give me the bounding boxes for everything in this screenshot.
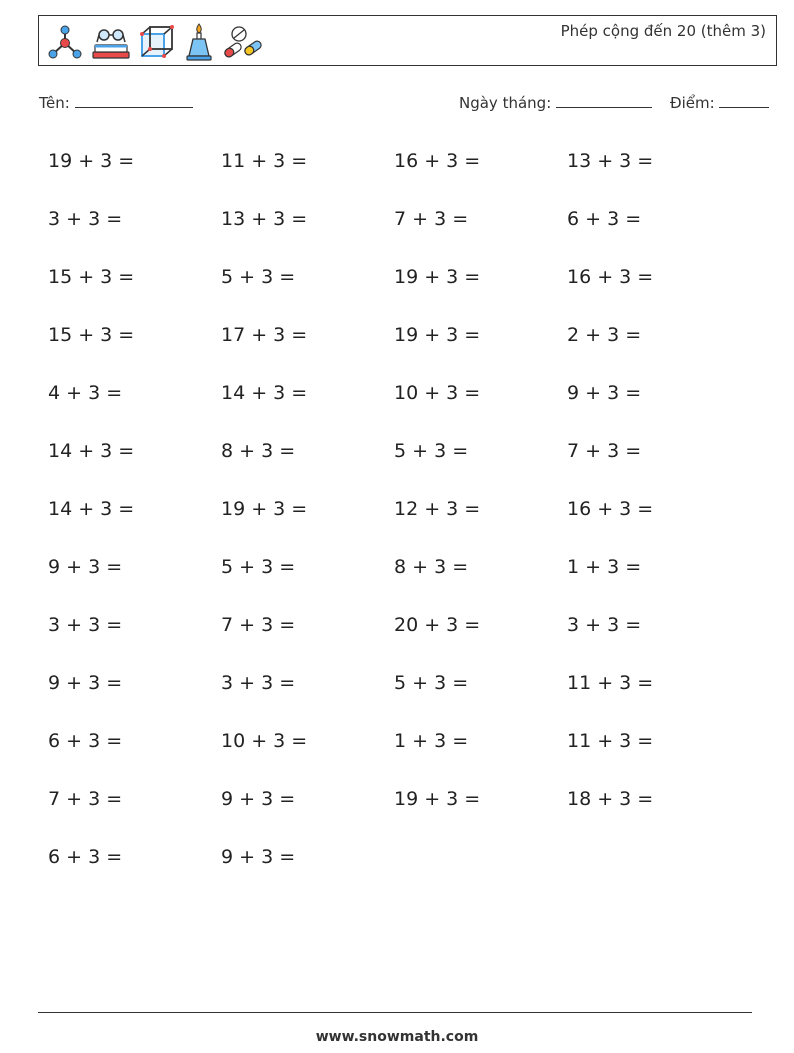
problem-item: 20 + 3 = [394, 614, 481, 636]
worksheet-title: Phép cộng đến 20 (thêm 3) [560, 22, 766, 40]
problem-item: 9 + 3 = [221, 788, 296, 810]
problem-item: 15 + 3 = [48, 324, 135, 346]
name-field [39, 93, 193, 112]
score-label: Điểm: [670, 94, 715, 112]
problem-item: 7 + 3 = [394, 208, 469, 230]
date-label: Ngày tháng: [459, 94, 552, 112]
problem-item: 9 + 3 = [221, 846, 296, 868]
problem-item: 5 + 3 = [394, 440, 469, 462]
cube-icon [137, 22, 177, 62]
books-glasses-icon [89, 22, 133, 62]
name-label: Tên: [39, 94, 70, 112]
problem-item: 5 + 3 = [394, 672, 469, 694]
footer-divider [38, 1012, 752, 1013]
problem-item: 9 + 3 = [48, 672, 123, 694]
problem-item: 13 + 3 = [221, 208, 308, 230]
problem-item: 12 + 3 = [394, 498, 481, 520]
problem-item: 3 + 3 = [567, 614, 642, 636]
problem-item: 14 + 3 = [48, 498, 135, 520]
problem-item: 9 + 3 = [567, 382, 642, 404]
problem-item: 19 + 3 = [394, 266, 481, 288]
problem-item: 8 + 3 = [221, 440, 296, 462]
problem-item: 19 + 3 = [394, 788, 481, 810]
problem-item: 19 + 3 = [48, 150, 135, 172]
problem-item: 1 + 3 = [394, 730, 469, 752]
molecule-icon [45, 22, 85, 62]
problem-item: 14 + 3 = [221, 382, 308, 404]
problem-item: 10 + 3 = [221, 730, 308, 752]
worksheet-header [38, 15, 777, 66]
problem-item: 15 + 3 = [48, 266, 135, 288]
problem-item: 19 + 3 = [394, 324, 481, 346]
problem-item: 2 + 3 = [567, 324, 642, 346]
problem-item: 5 + 3 = [221, 266, 296, 288]
problem-item: 14 + 3 = [48, 440, 135, 462]
problem-item: 13 + 3 = [567, 150, 654, 172]
problem-item: 6 + 3 = [567, 208, 642, 230]
pills-icon [221, 22, 265, 62]
problem-item: 3 + 3 = [48, 208, 123, 230]
problem-item: 16 + 3 = [567, 498, 654, 520]
score-field [670, 93, 769, 112]
problem-item: 19 + 3 = [221, 498, 308, 520]
problem-item: 10 + 3 = [394, 382, 481, 404]
problem-item: 9 + 3 = [48, 556, 123, 578]
problem-item: 3 + 3 = [221, 672, 296, 694]
problem-item: 7 + 3 = [48, 788, 123, 810]
date-field [459, 93, 652, 112]
problem-item: 16 + 3 = [394, 150, 481, 172]
problem-item: 11 + 3 = [221, 150, 308, 172]
problem-grid [48, 146, 748, 900]
date-blank [556, 93, 652, 108]
problem-item: 3 + 3 = [48, 614, 123, 636]
problem-item: 16 + 3 = [567, 266, 654, 288]
problem-item: 18 + 3 = [567, 788, 654, 810]
problem-item: 8 + 3 = [394, 556, 469, 578]
bunsen-burner-icon [181, 22, 217, 62]
problem-item: 17 + 3 = [221, 324, 308, 346]
problem-item: 11 + 3 = [567, 672, 654, 694]
problem-item: 6 + 3 = [48, 846, 123, 868]
name-blank [75, 93, 193, 108]
problem-item: 6 + 3 = [48, 730, 123, 752]
problem-item: 7 + 3 = [567, 440, 642, 462]
header-icons [45, 21, 265, 63]
problem-item: 5 + 3 = [221, 556, 296, 578]
problem-item: 7 + 3 = [221, 614, 296, 636]
problem-item: 4 + 3 = [48, 382, 123, 404]
footer-website: www.snowmath.com [315, 1029, 479, 1045]
score-blank [719, 93, 769, 108]
problem-item: 1 + 3 = [567, 556, 642, 578]
problem-item: 11 + 3 = [567, 730, 654, 752]
